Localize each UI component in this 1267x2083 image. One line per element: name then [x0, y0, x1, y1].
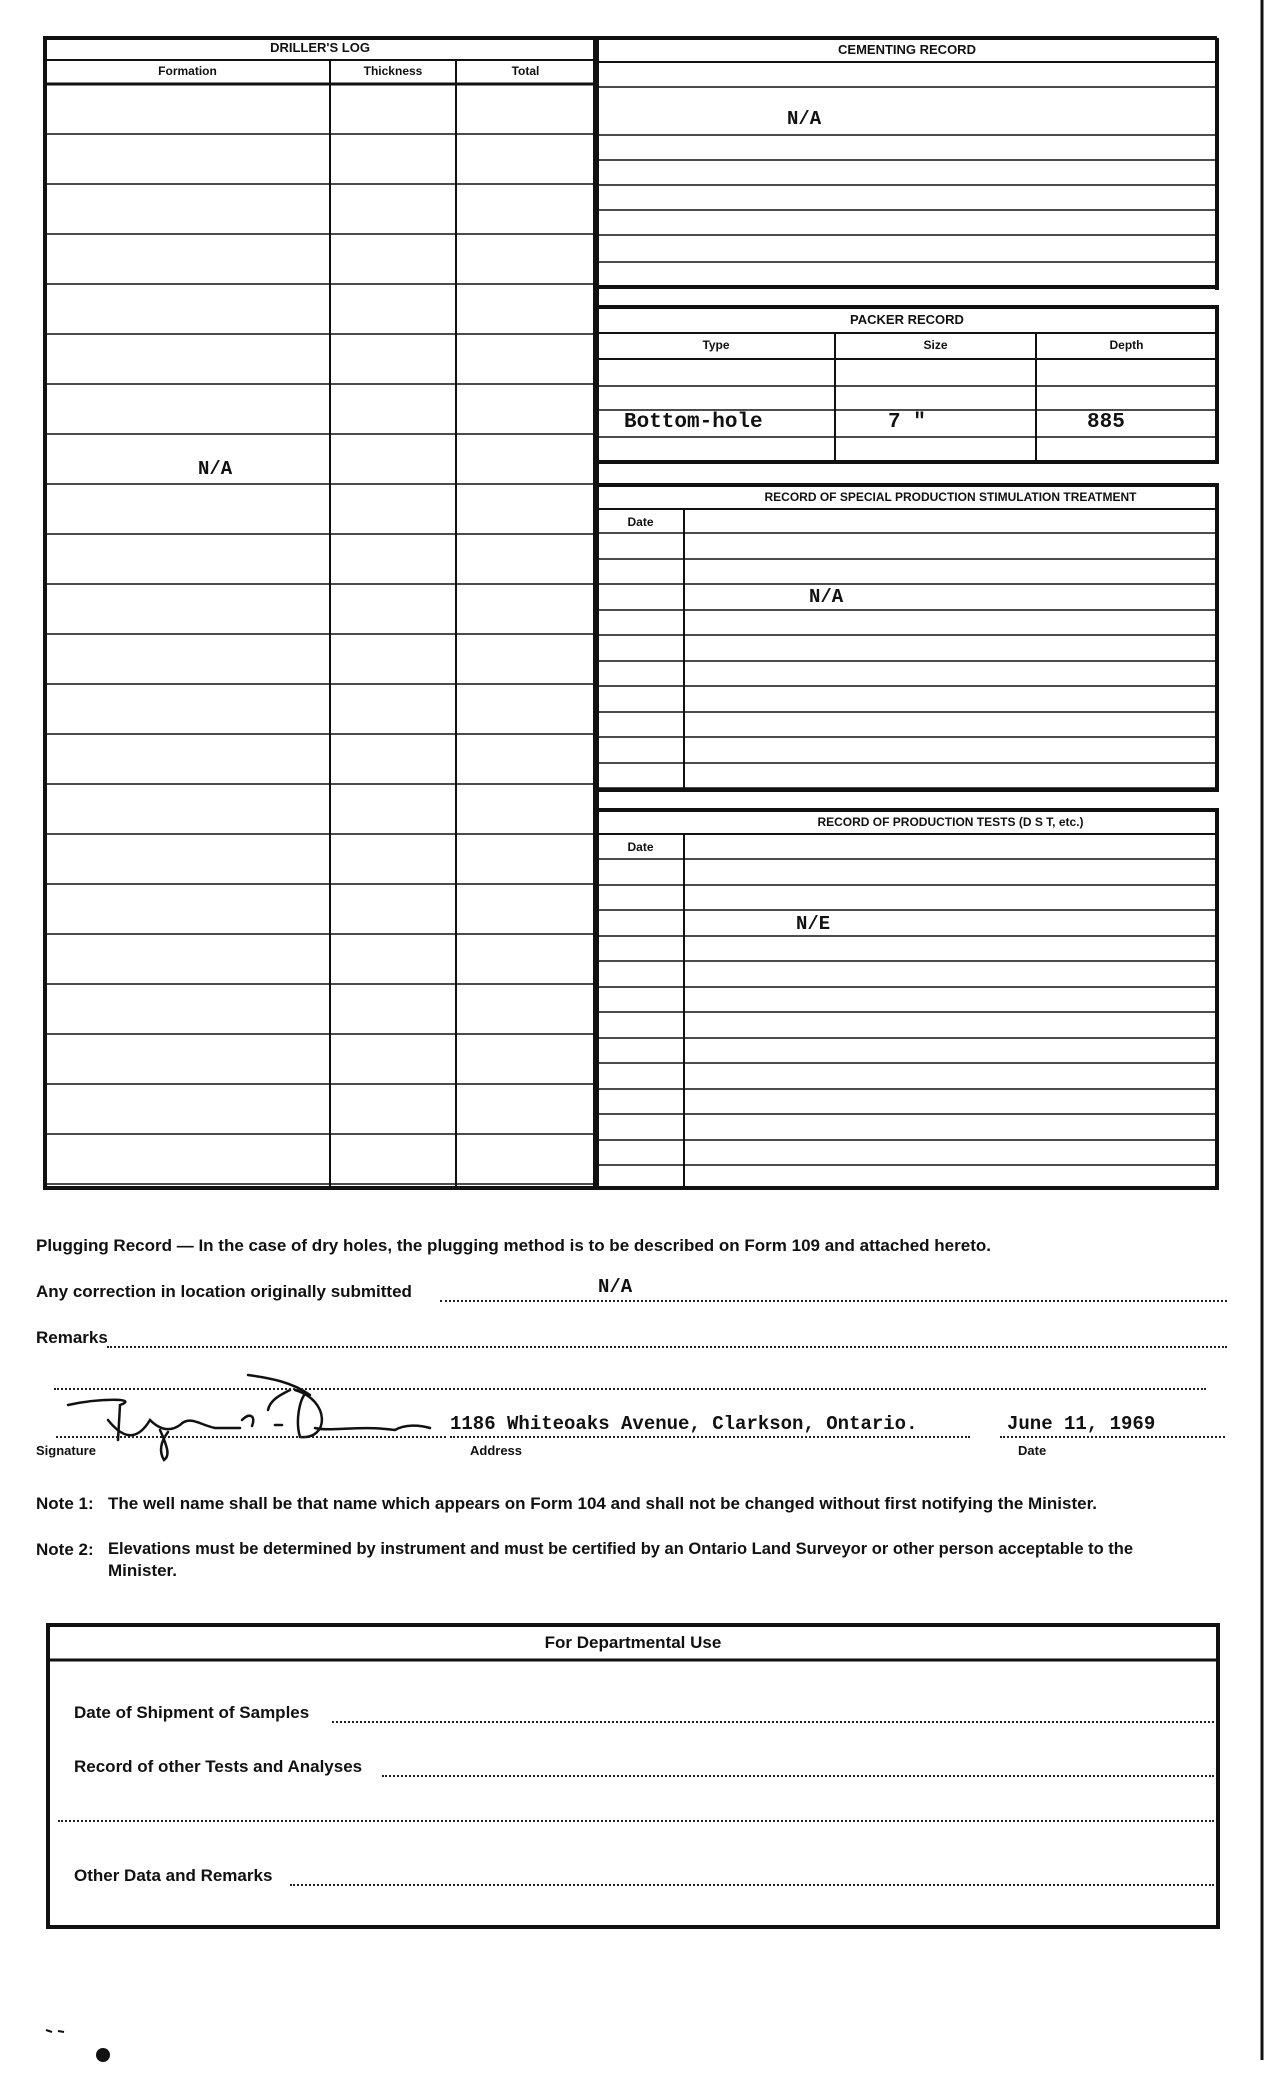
cementing-record-title: CEMENTING RECORD	[838, 42, 976, 57]
total-header: Total	[511, 64, 540, 78]
production-tests-entry: N/E	[796, 913, 831, 935]
plugging-record-text: Plugging Record — In the case of dry holes, the plugging method is to be described on Form 109 and attached hereto.	[36, 1236, 991, 1255]
cementing-record-box	[597, 38, 1217, 287]
signature-line	[56, 1436, 446, 1438]
date-line	[1000, 1436, 1225, 1438]
packer-depth-header: Depth	[1109, 338, 1144, 352]
note2-label: Note 2:	[36, 1540, 94, 1559]
scan-dot	[96, 2048, 110, 2062]
correction-value: N/A	[598, 1276, 633, 1298]
packer-record-title: PACKER RECORD	[850, 312, 964, 327]
production-tests-title-suffix: (D S T, etc.)	[1018, 815, 1084, 829]
packer-depth-value: 885	[1087, 411, 1125, 434]
other-data-label: Other Data and Remarks	[74, 1866, 273, 1885]
packer-record-box	[597, 307, 1217, 462]
signature-label: Signature	[36, 1443, 96, 1458]
tests-label: Record of other Tests and Analyses	[74, 1757, 363, 1776]
drillers-log-title: DRILLER'S LOG	[270, 40, 370, 55]
shipment-label: Date of Shipment of Samples	[74, 1703, 310, 1722]
drillers-log-rows	[45, 134, 595, 1184]
address-label: Address	[470, 1443, 523, 1458]
address-line	[450, 1436, 970, 1438]
drillers-log-box	[45, 38, 595, 1188]
production-tests-box	[597, 810, 1217, 1188]
correction-label: Any correction in location originally submitted	[36, 1282, 412, 1301]
remarks-line-2	[54, 1388, 1206, 1390]
shipment-line	[332, 1721, 1214, 1723]
packer-size-header: Size	[923, 338, 948, 352]
production-tests-date-header: Date	[627, 840, 654, 854]
departmental-title: For Departmental Use	[544, 1633, 722, 1652]
packer-type-value: Bottom-hole	[624, 411, 763, 434]
production-tests-title-text: RECORD OF PRODUCTION TESTS	[817, 815, 1016, 829]
packer-type-header: Type	[702, 338, 730, 352]
stimulation-record-entry: N/A	[809, 586, 844, 608]
production-tests-title	[684, 815, 1217, 829]
drillers-log-entry: N/A	[198, 458, 233, 480]
note1-text: The well name shall be that name which appears on Form 104 and shall not be changed without first notifying the Minister.	[108, 1494, 1097, 1513]
date-label: Date	[1018, 1443, 1047, 1458]
remarks-label: Remarks	[36, 1328, 108, 1347]
thickness-header: Thickness	[363, 64, 423, 78]
date-value: June 11, 1969	[1007, 1413, 1156, 1435]
note1-label: Note 1:	[36, 1494, 94, 1513]
packer-size-value: 7 "	[888, 411, 926, 434]
correction-line	[440, 1300, 1227, 1302]
address-value: 1186 Whiteoaks Avenue, Clarkson, Ontario.	[450, 1413, 918, 1435]
stimulation-date-header: Date	[627, 515, 654, 529]
note2-text: Elevations must be determined by instrument and must be certified by an Ontario Land Surveyor or other person acceptable to the	[108, 1540, 1134, 1558]
note2-text-cont: Minister.	[108, 1561, 177, 1580]
tests-line-2	[58, 1820, 1214, 1822]
stimulation-record-title: RECORD OF SPECIAL PRODUCTION STIMULATION TREATMENT	[764, 490, 1137, 504]
other-data-line	[290, 1884, 1214, 1886]
formation-header: Formation	[158, 64, 217, 78]
cementing-record-entry: N/A	[787, 108, 822, 130]
stimulation-record-box	[597, 485, 1217, 790]
remarks-line	[107, 1346, 1227, 1348]
tests-line	[382, 1775, 1214, 1777]
